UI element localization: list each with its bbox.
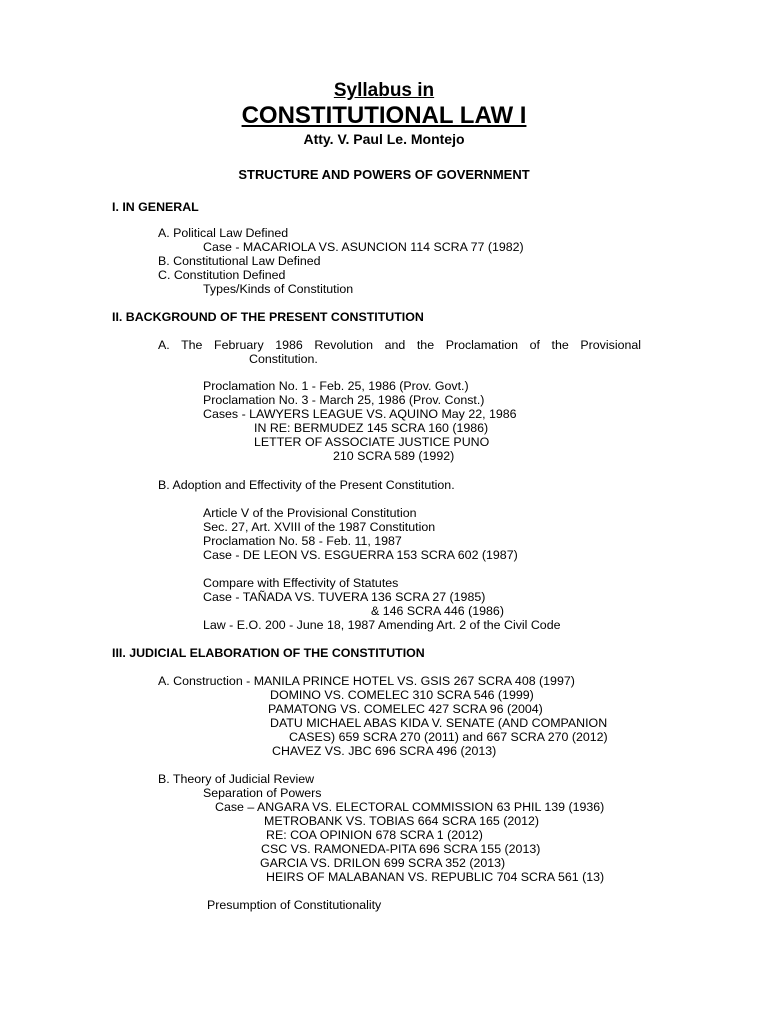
case-citation: A. Construction - MANILA PRINCE HOTEL VS. GSIS 267 SCRA 408 (1997) xyxy=(158,674,575,688)
section-heading: II. BACKGROUND OF THE PRESENT CONSTITUTION xyxy=(112,310,424,324)
outline-item-continued: Constitution. xyxy=(249,352,318,366)
law-citation: Law - E.O. 200 - June 18, 1987 Amending Art. 2 of the Civil Code xyxy=(203,618,561,632)
outline-subitem: Types/Kinds of Constitution xyxy=(203,282,354,296)
case-citation: Cases - LAWYERS LEAGUE VS. AQUINO May 22, 1986 xyxy=(203,407,517,421)
case-citation: PAMATONG VS. COMELEC 427 SCRA 96 (2004) xyxy=(268,702,543,716)
case-citation: IN RE: BERMUDEZ 145 SCRA 160 (1986) xyxy=(254,421,489,435)
outline-subitem: Sec. 27, Art. XVIII of the 1987 Constitution xyxy=(203,520,436,534)
outline-item: C. Constitution Defined xyxy=(158,268,286,282)
case-citation: DATU MICHAEL ABAS KIDA V. SENATE (AND COMPANION xyxy=(270,716,608,730)
outline-item: B. Constitutional Law Defined xyxy=(158,254,321,268)
proclamation-item: Proclamation No. 1 - Feb. 25, 1986 (Prov. Govt.) xyxy=(203,379,469,393)
case-citation: Case – ANGARA VS. ELECTORAL COMMISSION 63 PHIL 139 (1936) xyxy=(215,800,605,814)
outline-subitem: Proclamation No. 58 - Feb. 11, 1987 xyxy=(203,534,402,548)
case-citation: DOMINO VS. COMELEC 310 SCRA 546 (1999) xyxy=(270,688,534,702)
case-citation: METROBANK VS. TOBIAS 664 SCRA 165 (2012) xyxy=(264,814,540,828)
case-citation: CSC VS. RAMONEDA-PITA 696 SCRA 155 (2013) xyxy=(261,842,541,856)
case-citation: & 146 SCRA 446 (1986) xyxy=(371,604,504,618)
case-citation: HEIRS OF MALABANAN VS. REPUBLIC 704 SCRA 561 (13) xyxy=(266,870,605,884)
proclamation-item: Proclamation No. 3 - March 25, 1986 (Prov. Const.) xyxy=(203,393,485,407)
outline-subitem: Article V of the Provisional Constitution xyxy=(203,506,417,520)
case-citation: LETTER OF ASSOCIATE JUSTICE PUNO xyxy=(254,435,490,449)
case-citation: CASES) 659 SCRA 270 (2011) and 667 SCRA 270 (2012) xyxy=(289,730,608,744)
case-citation: Case - DE LEON VS. ESGUERRA 153 SCRA 602 (1987) xyxy=(203,548,518,562)
outline-item: A. Political Law Defined xyxy=(158,226,289,240)
case-citation: Case - MACARIOLA VS. ASUNCION 114 SCRA 77 (1982) xyxy=(203,240,524,254)
outline-item: B. Adoption and Effectivity of the Present Constitution. xyxy=(158,478,455,492)
case-citation: RE: COA OPINION 678 SCRA 1 (2012) xyxy=(266,828,483,842)
case-citation: GARCIA VS. DRILON 699 SCRA 352 (2013) xyxy=(260,856,506,870)
section-heading: I. IN GENERAL xyxy=(112,200,199,214)
outline-item: B. Theory of Judicial Review xyxy=(158,772,315,786)
case-citation: Case - TAÑADA VS. TUVERA 136 SCRA 27 (1985) xyxy=(203,590,486,604)
part-title: STRUCTURE AND POWERS OF GOVERNMENT xyxy=(238,167,530,182)
case-citation: 210 SCRA 589 (1992) xyxy=(333,449,455,463)
author-name: Atty. V. Paul Le. Montejo xyxy=(303,131,465,147)
outline-item: A. The February 1986 Revolution and the Proclamation of the Provisional xyxy=(158,338,641,352)
course-title: CONSTITUTIONAL LAW I xyxy=(241,102,527,129)
outline-subitem: Presumption of Constitutionality xyxy=(207,898,382,912)
section-heading: III. JUDICIAL ELABORATION OF THE CONSTITUTION xyxy=(112,646,425,660)
outline-subitem: Compare with Effectivity of Statutes xyxy=(203,576,399,590)
case-citation: CHAVEZ VS. JBC 696 SCRA 496 (2013) xyxy=(272,744,497,758)
outline-subitem: Separation of Powers xyxy=(203,786,322,800)
syllabus-heading: Syllabus in xyxy=(333,80,435,101)
